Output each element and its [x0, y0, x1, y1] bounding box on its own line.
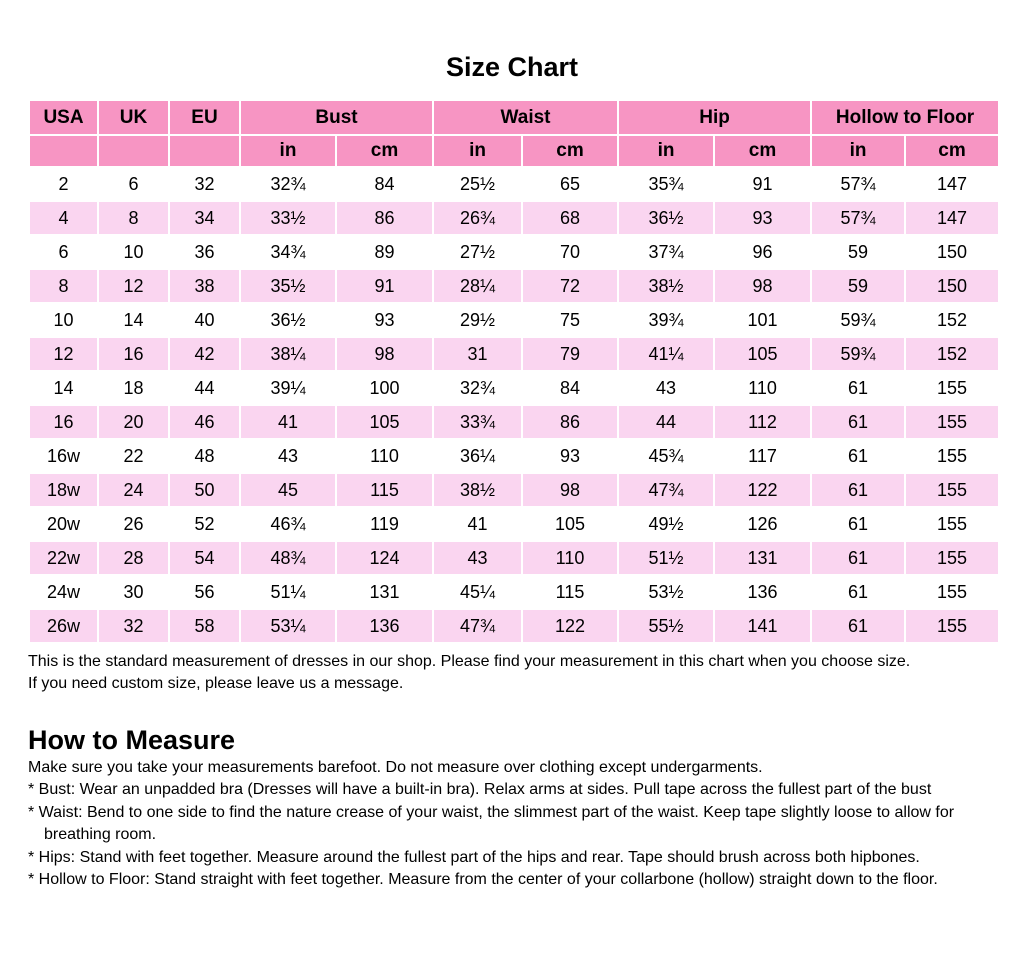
unit-header-htf-cm: cm — [906, 136, 998, 166]
unit-header-hip-cm: cm — [715, 136, 810, 166]
bullet-hollow-to-floor: * Hollow to Floor: Stand straight with feet together. Measure from the center of your collarbone (hollow) straight down to the floor. — [28, 871, 938, 888]
size-cell: 10 — [99, 236, 168, 268]
size-cell: 59¾ — [812, 304, 904, 336]
size-cell: 126 — [715, 508, 810, 540]
header-unit-row — [30, 136, 998, 166]
size-cell: 93 — [337, 304, 432, 336]
size-cell: 53¼ — [241, 610, 335, 642]
size-cell: 96 — [715, 236, 810, 268]
size-cell: 29½ — [434, 304, 521, 336]
table-row — [30, 236, 998, 268]
size-cell: 155 — [906, 508, 998, 540]
size-cell: 48¾ — [241, 542, 335, 574]
size-cell: 136 — [337, 610, 432, 642]
size-cell: 53½ — [619, 576, 713, 608]
size-cell: 33¾ — [434, 406, 521, 438]
size-cell: 105 — [523, 508, 617, 540]
size-cell: 46 — [170, 406, 239, 438]
size-table-header — [30, 101, 998, 166]
size-cell: 32¾ — [434, 372, 521, 404]
size-cell: 32¾ — [241, 168, 335, 200]
size-cell: 36 — [170, 236, 239, 268]
size-cell: 24w — [30, 576, 97, 608]
size-cell: 32 — [99, 610, 168, 642]
size-cell: 16w — [30, 440, 97, 472]
table-row — [30, 304, 998, 336]
how-to-measure-heading: How to Measure — [28, 725, 236, 755]
col-header-waist: Waist — [434, 101, 617, 134]
size-cell: 34 — [170, 202, 239, 234]
size-cell: 55½ — [619, 610, 713, 642]
size-cell: 26w — [30, 610, 97, 642]
size-cell: 57¾ — [812, 202, 904, 234]
size-cell: 61 — [812, 372, 904, 404]
table-row — [30, 406, 998, 438]
size-cell: 48 — [170, 440, 239, 472]
size-cell: 91 — [337, 270, 432, 302]
size-cell: 93 — [523, 440, 617, 472]
size-cell: 61 — [812, 576, 904, 608]
size-cell: 43 — [241, 440, 335, 472]
table-row — [30, 202, 998, 234]
unit-header-empty — [99, 136, 168, 166]
size-cell: 147 — [906, 202, 998, 234]
size-cell: 32 — [170, 168, 239, 200]
size-cell: 36½ — [241, 304, 335, 336]
unit-header-hip-in: in — [619, 136, 713, 166]
size-cell: 86 — [523, 406, 617, 438]
col-header-eu: EU — [170, 101, 239, 134]
size-cell: 35¾ — [619, 168, 713, 200]
unit-header-waist-cm: cm — [523, 136, 617, 166]
unit-header-htf-in: in — [812, 136, 904, 166]
size-cell: 14 — [99, 304, 168, 336]
size-cell: 22 — [99, 440, 168, 472]
table-row — [30, 338, 998, 370]
size-cell: 16 — [99, 338, 168, 370]
size-cell: 6 — [99, 168, 168, 200]
size-cell: 98 — [715, 270, 810, 302]
size-cell: 150 — [906, 270, 998, 302]
size-table-body — [30, 168, 998, 642]
size-cell: 110 — [523, 542, 617, 574]
size-cell: 61 — [812, 406, 904, 438]
size-cell: 79 — [523, 338, 617, 370]
size-cell: 59 — [812, 236, 904, 268]
size-cell: 98 — [337, 338, 432, 370]
col-header-usa: USA — [30, 101, 97, 134]
size-cell: 155 — [906, 440, 998, 472]
size-cell: 59 — [812, 270, 904, 302]
size-cell: 20w — [30, 508, 97, 540]
size-cell: 61 — [812, 474, 904, 506]
size-cell: 155 — [906, 576, 998, 608]
unit-header-bust-cm: cm — [337, 136, 432, 166]
size-cell: 24 — [99, 474, 168, 506]
table-row — [30, 508, 998, 540]
size-cell: 147 — [906, 168, 998, 200]
notes-line-1: This is the standard measurement of dresses in our shop. Please find your measurement in this chart when you choose size. — [28, 653, 911, 670]
size-cell: 75 — [523, 304, 617, 336]
size-cell: 105 — [715, 338, 810, 370]
size-cell: 41 — [241, 406, 335, 438]
size-cell: 8 — [30, 270, 97, 302]
size-cell: 22w — [30, 542, 97, 574]
size-cell: 4 — [30, 202, 97, 234]
table-row — [30, 372, 998, 404]
size-cell: 43 — [434, 542, 521, 574]
col-header-bust: Bust — [241, 101, 432, 134]
size-cell: 59¾ — [812, 338, 904, 370]
size-cell: 152 — [906, 338, 998, 370]
size-cell: 131 — [715, 542, 810, 574]
size-cell: 45¼ — [434, 576, 521, 608]
size-cell: 122 — [715, 474, 810, 506]
size-cell: 40 — [170, 304, 239, 336]
size-cell: 14 — [30, 372, 97, 404]
size-chart-table — [28, 99, 1000, 644]
size-cell: 2 — [30, 168, 97, 200]
table-row — [30, 576, 998, 608]
size-cell: 54 — [170, 542, 239, 574]
size-cell: 44 — [170, 372, 239, 404]
size-cell: 57¾ — [812, 168, 904, 200]
size-cell: 39¾ — [619, 304, 713, 336]
table-row — [30, 270, 998, 302]
size-cell: 84 — [523, 372, 617, 404]
size-cell: 110 — [715, 372, 810, 404]
notes-line-2: If you need custom size, please leave us a message. — [28, 675, 404, 692]
size-cell: 115 — [337, 474, 432, 506]
notes-paragraph — [28, 651, 1024, 695]
size-cell: 26 — [99, 508, 168, 540]
size-cell: 38¼ — [241, 338, 335, 370]
size-cell: 28¼ — [434, 270, 521, 302]
size-cell: 43 — [619, 372, 713, 404]
col-header-uk: UK — [99, 101, 168, 134]
size-cell: 50 — [170, 474, 239, 506]
size-cell: 49½ — [619, 508, 713, 540]
size-cell: 68 — [523, 202, 617, 234]
size-cell: 155 — [906, 372, 998, 404]
size-cell: 38½ — [619, 270, 713, 302]
size-cell: 45 — [241, 474, 335, 506]
size-cell: 131 — [337, 576, 432, 608]
size-cell: 115 — [523, 576, 617, 608]
size-cell: 84 — [337, 168, 432, 200]
size-cell: 36¼ — [434, 440, 521, 472]
table-row — [30, 474, 998, 506]
size-cell: 38½ — [434, 474, 521, 506]
unit-header-waist-in: in — [434, 136, 521, 166]
size-cell: 117 — [715, 440, 810, 472]
size-cell: 37¾ — [619, 236, 713, 268]
size-cell: 56 — [170, 576, 239, 608]
size-cell: 58 — [170, 610, 239, 642]
size-cell: 44 — [619, 406, 713, 438]
unit-header-empty — [30, 136, 97, 166]
size-cell: 46¾ — [241, 508, 335, 540]
size-cell: 18w — [30, 474, 97, 506]
size-cell: 65 — [523, 168, 617, 200]
header-group-row — [30, 101, 998, 134]
size-cell: 91 — [715, 168, 810, 200]
size-cell: 61 — [812, 610, 904, 642]
col-header-hip: Hip — [619, 101, 810, 134]
unit-header-bust-in: in — [241, 136, 335, 166]
size-cell: 155 — [906, 610, 998, 642]
size-cell: 61 — [812, 508, 904, 540]
size-cell: 122 — [523, 610, 617, 642]
table-row — [30, 440, 998, 472]
col-header-hollow-to-floor: Hollow to Floor — [812, 101, 998, 134]
size-cell: 155 — [906, 406, 998, 438]
size-cell: 61 — [812, 440, 904, 472]
size-cell: 35½ — [241, 270, 335, 302]
size-cell: 112 — [715, 406, 810, 438]
size-cell: 34¾ — [241, 236, 335, 268]
size-cell: 86 — [337, 202, 432, 234]
size-cell: 45¾ — [619, 440, 713, 472]
size-cell: 141 — [715, 610, 810, 642]
size-cell: 38 — [170, 270, 239, 302]
size-cell: 41¼ — [619, 338, 713, 370]
size-cell: 6 — [30, 236, 97, 268]
size-cell: 30 — [99, 576, 168, 608]
bullet-hips: * Hips: Stand with feet together. Measure around the fullest part of the hips and rear. Tape should brush across both hipbones. — [28, 848, 920, 866]
size-cell: 155 — [906, 542, 998, 574]
size-cell: 119 — [337, 508, 432, 540]
size-cell: 47¾ — [434, 610, 521, 642]
size-cell: 16 — [30, 406, 97, 438]
size-cell: 8 — [99, 202, 168, 234]
size-cell: 39¼ — [241, 372, 335, 404]
bullet-waist: * Waist: Bend to one side to find the nature crease of your waist, the slimmest part of the waist. Keep tape slightly loose to allow for breathing room. — [28, 803, 955, 843]
size-cell: 36½ — [619, 202, 713, 234]
size-cell: 33½ — [241, 202, 335, 234]
size-cell: 28 — [99, 542, 168, 574]
table-row — [30, 542, 998, 574]
table-row — [30, 168, 998, 200]
size-cell: 27½ — [434, 236, 521, 268]
size-cell: 12 — [30, 338, 97, 370]
size-cell: 18 — [99, 372, 168, 404]
size-cell: 150 — [906, 236, 998, 268]
how-to-measure-intro: Make sure you take your measurements barefoot. Do not measure over clothing except undergarments. — [28, 759, 763, 776]
size-cell: 101 — [715, 304, 810, 336]
size-cell: 20 — [99, 406, 168, 438]
size-cell: 100 — [337, 372, 432, 404]
size-cell: 52 — [170, 508, 239, 540]
size-cell: 98 — [523, 474, 617, 506]
size-cell: 152 — [906, 304, 998, 336]
size-cell: 61 — [812, 542, 904, 574]
size-cell: 110 — [337, 440, 432, 472]
bullet-bust: * Bust: Wear an unpadded bra (Dresses will have a built-in bra). Relax arms at sides. Pull tape across the fullest part of the bust — [28, 781, 932, 798]
size-cell: 72 — [523, 270, 617, 302]
size-cell: 41 — [434, 508, 521, 540]
size-cell: 136 — [715, 576, 810, 608]
size-cell: 10 — [30, 304, 97, 336]
size-cell: 26¾ — [434, 202, 521, 234]
size-cell: 51¼ — [241, 576, 335, 608]
size-cell: 31 — [434, 338, 521, 370]
size-cell: 42 — [170, 338, 239, 370]
size-cell: 25½ — [434, 168, 521, 200]
how-to-measure-bullets — [28, 779, 1014, 892]
size-cell: 47¾ — [619, 474, 713, 506]
page-title: Size Chart — [445, 52, 579, 82]
table-row — [30, 610, 998, 642]
size-cell: 105 — [337, 406, 432, 438]
size-cell: 93 — [715, 202, 810, 234]
size-cell: 89 — [337, 236, 432, 268]
unit-header-empty — [170, 136, 239, 166]
size-cell: 124 — [337, 542, 432, 574]
size-cell: 12 — [99, 270, 168, 302]
size-cell: 70 — [523, 236, 617, 268]
size-cell: 51½ — [619, 542, 713, 574]
size-cell: 155 — [906, 474, 998, 506]
